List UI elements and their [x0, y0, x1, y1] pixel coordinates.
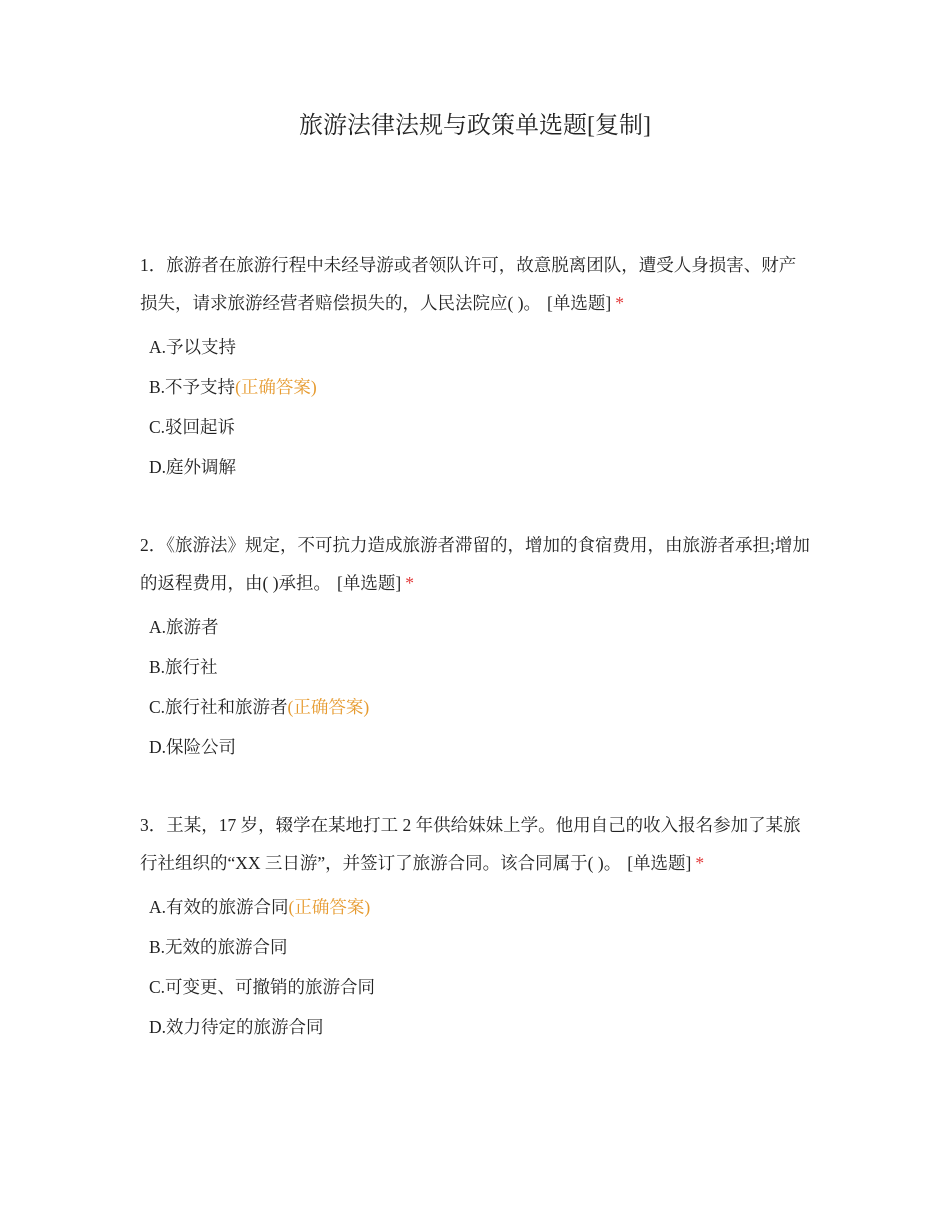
correct-answer-mark: (正确答案) — [287, 697, 370, 717]
option-label: B.旅行社 — [149, 657, 218, 677]
option-a — [149, 327, 810, 367]
correct-answer-mark: (正确答案) — [288, 897, 371, 917]
option-b — [149, 367, 810, 407]
option-label: A.有效的旅游合同 — [149, 897, 289, 917]
option-b — [149, 927, 810, 967]
question-1 — [140, 246, 810, 487]
question-text: 王某，17 岁，辍学在某地打工 2 年供给妹妹上学。他用自己的收入报名参加了某旅行社组织的“XX 三日游”，并签订了旅游合同。该合同属于( )。 — [140, 815, 801, 873]
option-label: A.旅游者 — [149, 617, 219, 637]
required-mark: * — [615, 293, 624, 313]
option-a — [149, 607, 810, 647]
option-label: C.驳回起诉 — [149, 417, 236, 437]
page-title: 旅游法律法规与政策单选题[复制] — [299, 113, 651, 139]
option-list — [140, 327, 810, 487]
option-c — [149, 687, 810, 727]
option-c — [149, 967, 810, 1007]
question-type-label: [单选题] — [627, 853, 692, 873]
required-mark: * — [405, 573, 414, 593]
question-number: 1． — [140, 255, 167, 275]
question-text: 旅游者在旅游行程中未经导游或者领队许可，故意脱离团队，遭受人身损害、财产损失，请求旅游经营者赔偿损失的，人民法院应( )。 — [140, 255, 797, 313]
question-stem — [140, 246, 810, 322]
option-label: C.可变更、可撤销的旅游合同 — [149, 977, 376, 997]
question-number: 2． — [140, 535, 167, 555]
question-type-label: [单选题] — [547, 293, 612, 313]
correct-answer-mark: (正确答案) — [235, 377, 317, 397]
question-text: 《旅游法》规定，不可抗力造成旅游者滞留的，增加的食宿费用，由旅游者承担;增加的返程费用，由( )承担。 — [140, 535, 810, 593]
option-label: D.庭外调解 — [149, 457, 237, 477]
option-label: D.效力待定的旅游合同 — [149, 1017, 324, 1037]
required-mark: * — [695, 853, 705, 873]
option-d — [149, 1007, 810, 1047]
option-label: B.无效的旅游合同 — [149, 937, 288, 957]
option-b — [149, 647, 810, 687]
question-type-label: [单选题] — [337, 573, 402, 593]
option-label: A.予以支持 — [149, 337, 237, 357]
question-stem — [140, 526, 810, 602]
option-label: B.不予支持 — [149, 377, 236, 397]
option-d — [149, 727, 810, 767]
option-c — [149, 407, 810, 447]
question-3 — [140, 806, 810, 1047]
question-2 — [140, 526, 810, 767]
option-list — [140, 887, 810, 1047]
question-number: 3． — [140, 815, 167, 835]
question-stem — [140, 806, 810, 882]
option-d — [149, 447, 810, 487]
option-a — [149, 887, 810, 927]
option-label: C.旅行社和旅游者 — [149, 697, 288, 717]
option-label: D.保险公司 — [149, 737, 237, 757]
option-list — [140, 607, 810, 767]
